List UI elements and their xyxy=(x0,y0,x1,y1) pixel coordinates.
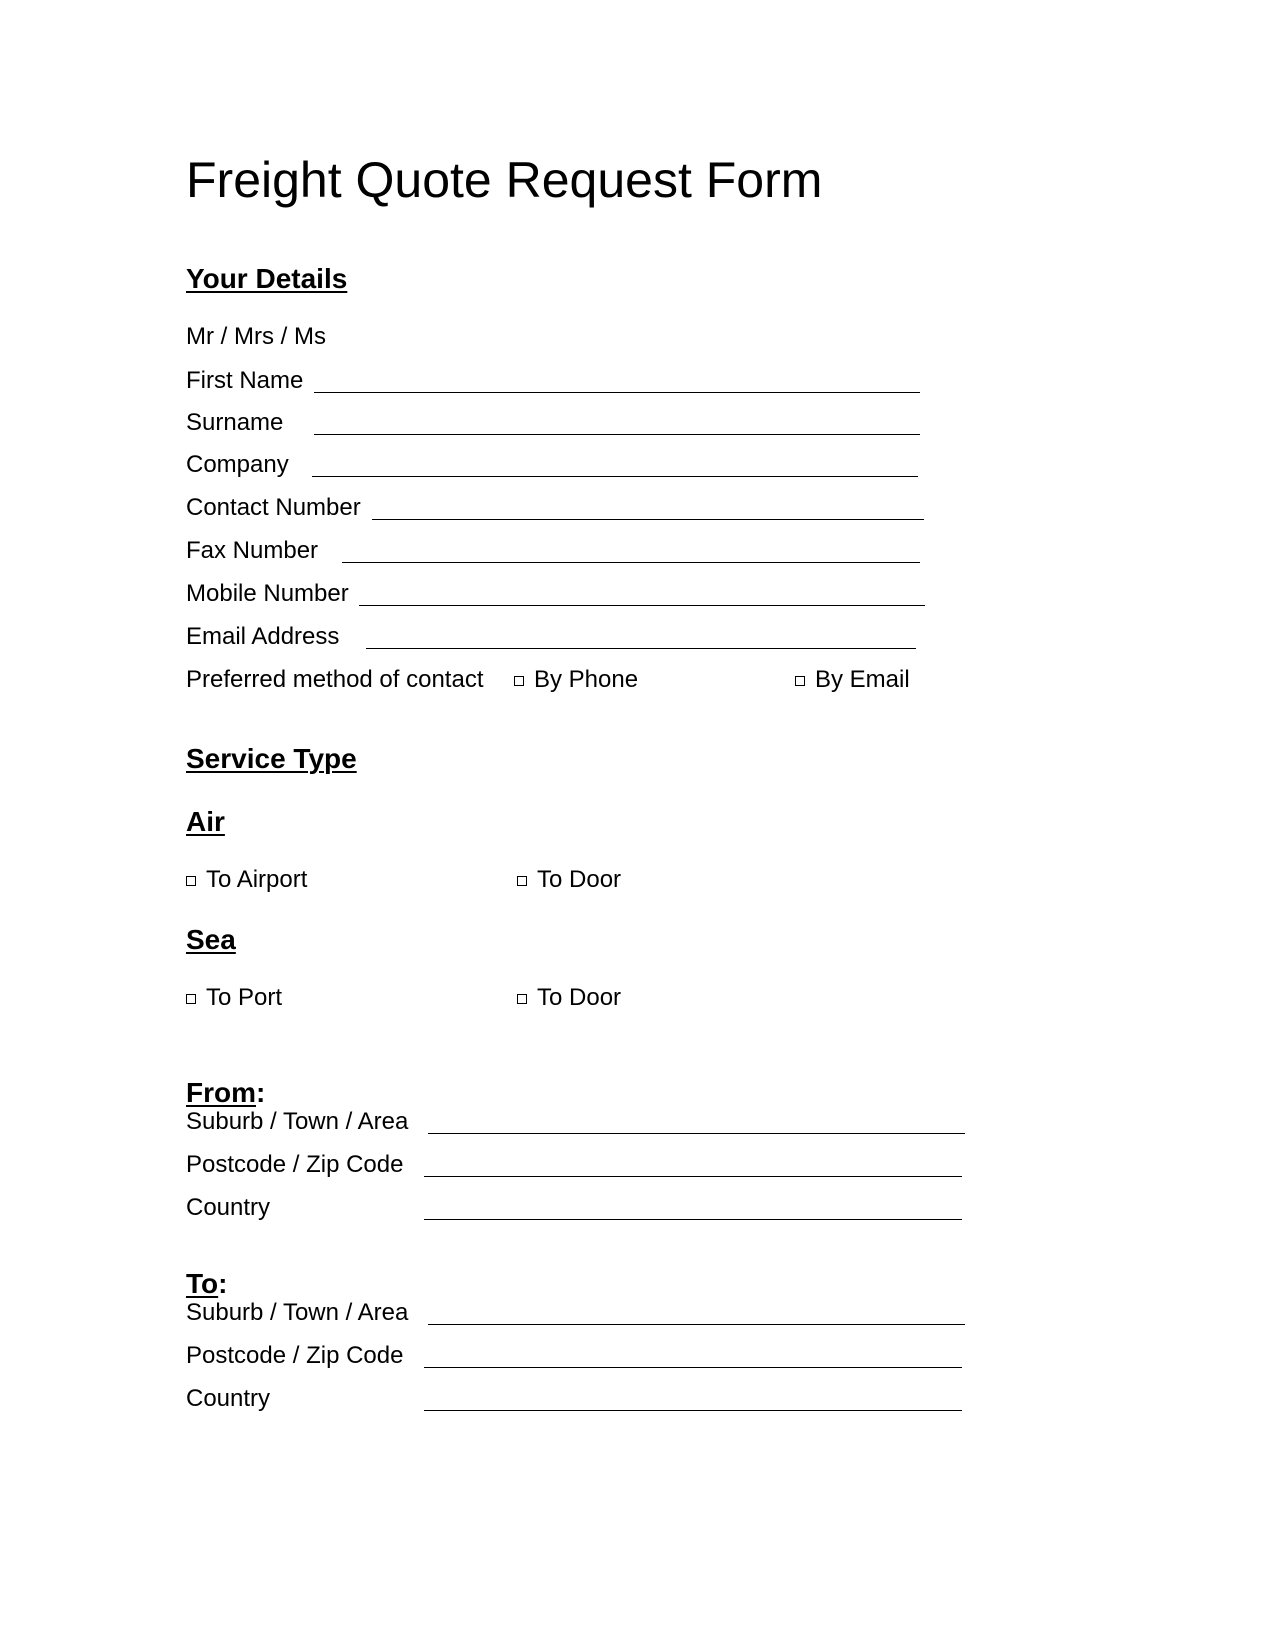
air-to-airport-label: To Airport xyxy=(206,866,308,893)
surname-field[interactable] xyxy=(314,434,920,435)
air-heading xyxy=(186,805,225,839)
salutation-label: Mr / Mrs / Ms xyxy=(186,323,326,350)
from-heading-colon: : xyxy=(256,1077,266,1108)
from-heading xyxy=(186,1076,265,1110)
by-email-label: By Email xyxy=(815,666,910,693)
preferred-contact-label: Preferred method of contact xyxy=(186,666,484,693)
air-to-door-label: To Door xyxy=(537,866,622,893)
first-name-label: First Name xyxy=(186,367,304,394)
air-to-airport-option[interactable] xyxy=(186,865,307,895)
to-postcode-label: Postcode / Zip Code xyxy=(186,1342,404,1369)
email-address-label: Email Address xyxy=(186,623,340,650)
checkbox-icon[interactable] xyxy=(186,876,196,886)
to-postcode-field[interactable] xyxy=(424,1367,962,1368)
page-title: Freight Quote Request Form xyxy=(186,152,823,208)
mobile-number-label: Mobile Number xyxy=(186,580,349,607)
email-address-field[interactable] xyxy=(366,648,916,649)
mobile-number-field[interactable] xyxy=(359,605,925,606)
checkbox-icon[interactable] xyxy=(517,994,527,1004)
to-heading-text: To xyxy=(186,1268,219,1299)
fax-number-field[interactable] xyxy=(342,562,920,563)
sea-heading-text: Sea xyxy=(186,924,236,955)
sea-to-door-option[interactable] xyxy=(517,983,621,1013)
checkbox-icon[interactable] xyxy=(517,876,527,886)
sea-to-door-label: To Door xyxy=(537,984,622,1011)
fax-number-label: Fax Number xyxy=(186,537,319,564)
sea-to-port-option[interactable] xyxy=(186,983,282,1013)
from-postcode-label: Postcode / Zip Code xyxy=(186,1151,404,1178)
service-type-heading xyxy=(186,742,357,776)
from-heading-text: From xyxy=(186,1077,256,1108)
air-to-door-option[interactable] xyxy=(517,865,621,895)
to-country-field[interactable] xyxy=(424,1410,962,1411)
sea-heading xyxy=(186,923,236,957)
to-suburb-field[interactable] xyxy=(428,1324,965,1325)
from-country-label: Country xyxy=(186,1194,271,1221)
checkbox-icon[interactable] xyxy=(186,994,196,1004)
to-suburb-label: Suburb / Town / Area xyxy=(186,1299,409,1326)
your-details-heading-text: Your Details xyxy=(186,263,348,294)
air-heading-text: Air xyxy=(186,806,225,837)
company-label: Company xyxy=(186,451,289,478)
contact-number-field[interactable] xyxy=(372,519,924,520)
from-postcode-field[interactable] xyxy=(424,1176,962,1177)
from-suburb-label: Suburb / Town / Area xyxy=(186,1108,409,1135)
from-suburb-field[interactable] xyxy=(428,1133,965,1134)
sea-to-port-label: To Port xyxy=(206,984,283,1011)
company-field[interactable] xyxy=(312,476,918,477)
to-country-label: Country xyxy=(186,1385,271,1412)
by-phone-option[interactable] xyxy=(514,665,638,695)
to-heading xyxy=(186,1267,227,1301)
by-phone-label: By Phone xyxy=(534,666,639,693)
checkbox-icon[interactable] xyxy=(514,676,524,686)
service-type-heading-text: Service Type xyxy=(186,743,357,774)
your-details-heading xyxy=(186,262,347,296)
checkbox-icon[interactable] xyxy=(795,676,805,686)
by-email-option[interactable] xyxy=(795,665,910,695)
first-name-field[interactable] xyxy=(314,392,920,393)
contact-number-label: Contact Number xyxy=(186,494,361,521)
to-heading-colon: : xyxy=(218,1268,228,1299)
from-country-field[interactable] xyxy=(424,1219,962,1220)
surname-label: Surname xyxy=(186,409,284,436)
